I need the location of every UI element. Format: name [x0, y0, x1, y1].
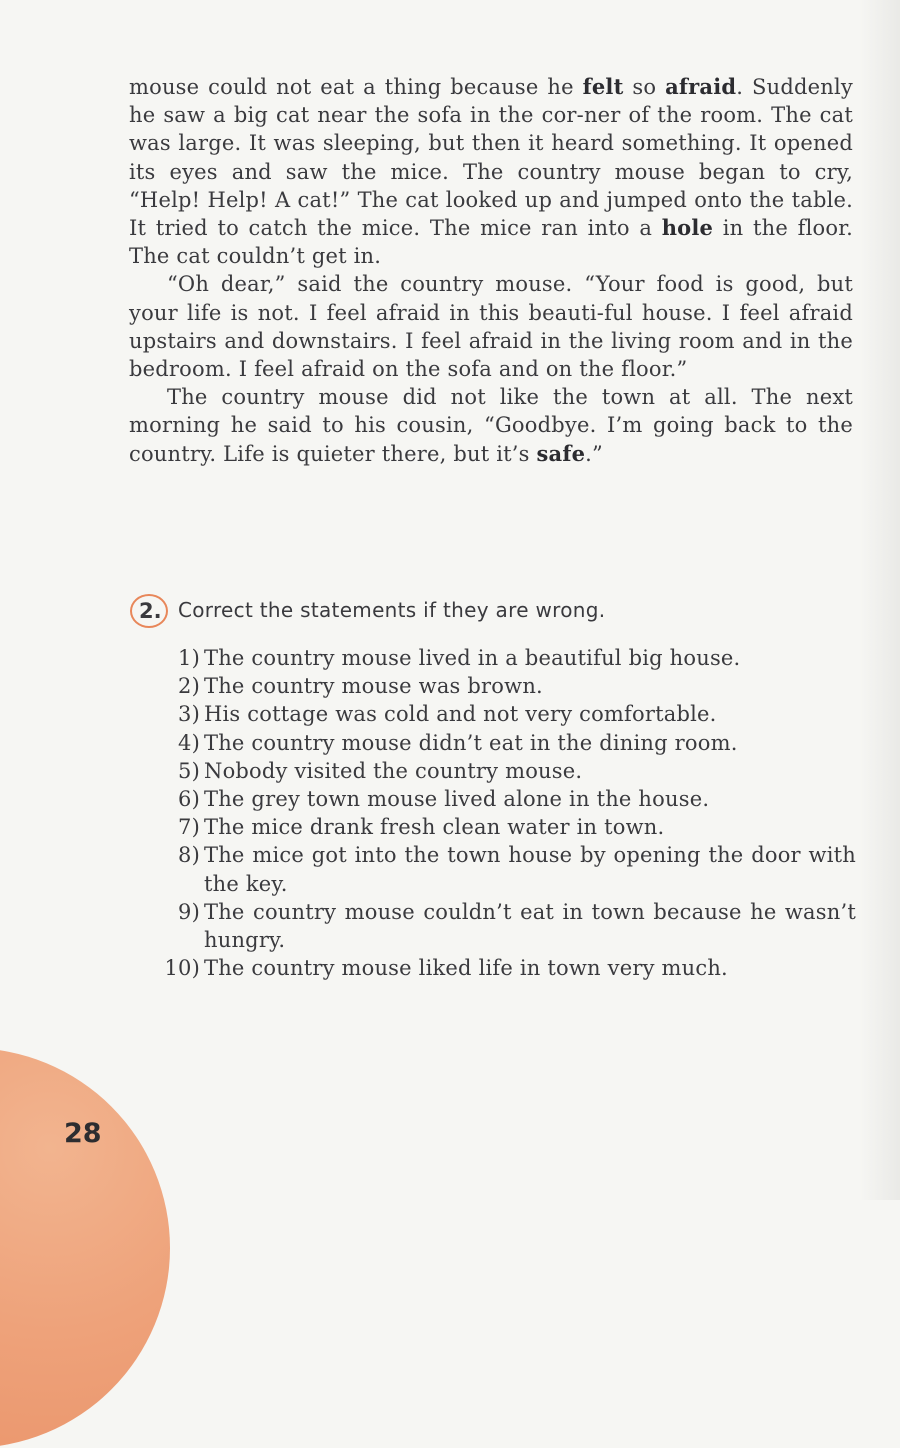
statement-item	[150, 785, 856, 813]
statement-item	[150, 644, 856, 672]
statement-item	[150, 672, 856, 700]
task-number: 2.	[139, 599, 162, 623]
statement-item	[150, 757, 856, 785]
statement-text: The country mouse didn’t eat in the dining room.	[204, 730, 738, 755]
vocab-safe: safe	[536, 440, 586, 466]
statement-number: 3)	[178, 702, 200, 727]
statement-list	[150, 644, 856, 982]
task-header	[130, 594, 850, 630]
statement-number: 1)	[178, 646, 200, 670]
story-paragraph-3	[129, 383, 853, 468]
statement-item	[150, 841, 856, 897]
statement-number: 6)	[178, 787, 200, 812]
statement-item	[150, 954, 856, 982]
vocab-hole: hole	[661, 215, 714, 241]
story-text-run: in the floor. The cat couldn’t get in.	[129, 216, 853, 269]
statement-number: 2)	[178, 674, 200, 699]
statement-text: His cottage was cold and not very comfortable.	[204, 702, 717, 727]
story-text-run: The country mouse did not like the town at all. The next morning he said to his cousin, “Goodbye. I’m going back to the country. Life is quieter there, but it’s	[129, 385, 853, 466]
vocab-felt: felt	[582, 74, 624, 99]
statement-number: 7)	[178, 815, 200, 840]
story-text-run: mouse could not eat a thing because he	[129, 75, 583, 99]
story-text	[129, 73, 853, 468]
statement-number: 5)	[178, 758, 200, 783]
statement-text: The grey town mouse lived alone in the house.	[204, 787, 710, 812]
statement-text: Nobody visited the country mouse.	[204, 758, 583, 783]
statement-text: The country mouse liked life in town very much.	[204, 956, 728, 981]
statement-text: The mice got into the town house by opening the door with the key.	[204, 843, 856, 896]
statement-item	[150, 729, 856, 757]
story-text-run: .”	[585, 441, 603, 466]
vocab-afraid: afraid	[665, 74, 737, 99]
page-corner-decoration	[0, 1048, 170, 1448]
statement-text: The mice drank fresh clean water in town.	[204, 815, 665, 840]
statement-text: The country mouse was brown.	[204, 674, 543, 699]
statement-item	[150, 700, 856, 728]
page-number: 28	[64, 1118, 102, 1149]
story-paragraph-1	[129, 73, 853, 270]
statement-text: The country mouse lived in a beautiful big house.	[204, 646, 741, 670]
story-text-run: so	[623, 75, 666, 99]
statement-number: 8)	[178, 843, 200, 868]
statement-number: 4)	[178, 730, 200, 755]
page-edge-shade	[860, 0, 900, 1200]
story-text-run: . Suddenly he saw a big cat near the sofa in the cor-ner of the room. The cat was large. It was sleeping, but then it heard something. It opened its eyes and saw the mice. The country mouse began to cry, “Help! Help! A cat!” The cat looked up and jumped onto the table. It tried to catch the mice. The mice ran into a	[129, 75, 853, 241]
statement-item	[150, 898, 856, 954]
statement-item	[150, 813, 856, 841]
story-paragraph-2: “Oh dear,” said the country mouse. “Your food is good, but your life is not. I feel afraid in this beauti-ful house. I feel afraid upstairs and downstairs. I feel afraid in the living room and in the bedroom. I feel afraid on the sofa and on the floor.”	[129, 272, 853, 382]
statement-number: 10)	[164, 956, 200, 981]
statement-number: 9)	[178, 899, 200, 924]
task-number-badge	[130, 594, 168, 628]
task-instruction: Correct the statements if they are wrong.	[178, 598, 606, 622]
statement-text: The country mouse couldn’t eat in town because he wasn’t hungry.	[204, 899, 856, 953]
